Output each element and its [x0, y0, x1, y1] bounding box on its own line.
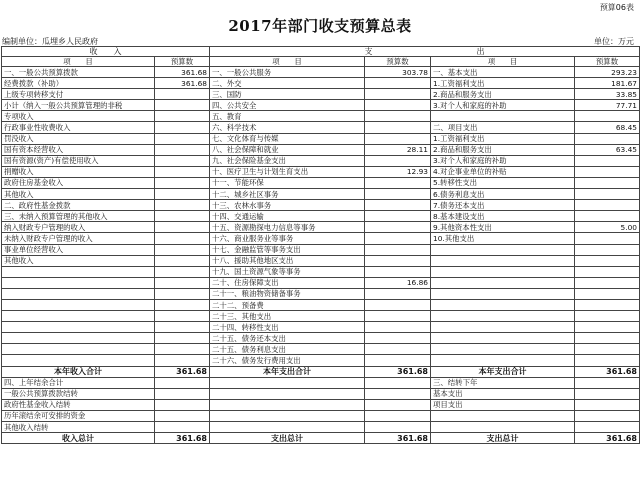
income-item-cell	[2, 288, 155, 299]
expense-economic-budget-cell	[575, 288, 640, 299]
expense-economic-item-cell: 7.债务还本支出	[431, 200, 575, 211]
expense-economic-budget-cell: 63.45	[575, 144, 640, 155]
expense-function-budget-cell	[365, 355, 431, 366]
income-budget-cell	[155, 166, 210, 177]
expense-function-item-cell: 本年支出合计	[210, 366, 365, 377]
expense-function-item-cell: 六、科学技术	[210, 122, 365, 133]
income-item-cell	[2, 277, 155, 288]
income-item-cell	[2, 311, 155, 322]
expense-economic-budget-cell	[575, 211, 640, 222]
table-row	[2, 422, 640, 433]
table-row	[2, 311, 640, 322]
expense-function-budget-cell	[365, 100, 431, 111]
income-item-cell	[2, 322, 155, 333]
expense-economic-budget-cell	[575, 133, 640, 144]
expense-economic-item-cell: 10.其他支出	[431, 233, 575, 244]
expense-economic-item-cell: 3.对个人和家庭的补助	[431, 100, 575, 111]
expense-function-budget-cell	[365, 233, 431, 244]
income-budget-cell	[155, 189, 210, 200]
expense-economic-item-cell	[431, 333, 575, 344]
income-item-cell: 二、政府性基金拨款	[2, 200, 155, 211]
expense-economic-item-cell: 8.基本建设支出	[431, 211, 575, 222]
table-row	[2, 233, 640, 244]
expense-economic-budget-cell: 361.68	[575, 366, 640, 377]
expense-economic-item-cell: 1.工资福利支出	[431, 133, 575, 144]
expense-function-budget-cell	[365, 377, 431, 388]
income-item-cell: 四、上年结余合计	[2, 377, 155, 388]
column-header-item: 项 目	[431, 57, 575, 67]
expense-function-item-cell: 十七、金融监管等事务支出	[210, 244, 365, 255]
expense-function-budget-cell	[365, 311, 431, 322]
expense-economic-budget-cell: 361.68	[575, 433, 640, 444]
income-item-cell: 经费拨款（补助）	[2, 78, 155, 89]
expense-economic-budget-cell	[575, 244, 640, 255]
expense-function-item-cell: 二十五、债务还本支出	[210, 333, 365, 344]
expense-economic-budget-cell	[575, 155, 640, 166]
expense-function-budget-cell	[365, 299, 431, 310]
expense-function-budget-cell	[365, 89, 431, 100]
expense-economic-budget-cell	[575, 410, 640, 421]
expense-header: 支 出	[210, 47, 640, 57]
table-row	[2, 133, 640, 144]
table-row	[2, 122, 640, 133]
expense-economic-item-cell	[431, 311, 575, 322]
income-budget-cell	[155, 89, 210, 100]
income-budget-cell	[155, 244, 210, 255]
income-item-cell: 政府性基金收入结转	[2, 399, 155, 410]
expense-economic-item-cell: 2.商品和服务支出	[431, 144, 575, 155]
income-item-cell: 其他收入	[2, 255, 155, 266]
income-budget-cell	[155, 410, 210, 421]
header-row-columns	[2, 57, 640, 67]
expense-economic-budget-cell: 293.23	[575, 67, 640, 78]
expense-economic-item-cell	[431, 322, 575, 333]
column-header-item: 项 目	[2, 57, 155, 67]
expense-function-item-cell	[210, 399, 365, 410]
income-item-cell: 专项收入	[2, 111, 155, 122]
income-budget-cell	[155, 177, 210, 188]
expense-function-item-cell: 十二、城乡社区事务	[210, 189, 365, 200]
income-item-cell: 小计（纳入一般公共预算管理的非税	[2, 100, 155, 111]
expense-function-item-cell: 四、公共安全	[210, 100, 365, 111]
expense-economic-budget-cell	[575, 311, 640, 322]
expense-function-budget-cell	[365, 111, 431, 122]
expense-economic-item-cell	[431, 244, 575, 255]
column-header-item: 项 目	[210, 57, 365, 67]
income-item-cell: 捐赠收入	[2, 166, 155, 177]
header-row-section	[2, 47, 640, 57]
income-item-cell	[2, 299, 155, 310]
expense-economic-item-cell	[431, 344, 575, 355]
expense-economic-budget-cell	[575, 255, 640, 266]
expense-economic-budget-cell	[575, 388, 640, 399]
expense-function-budget-cell: 16.86	[365, 277, 431, 288]
income-item-cell: 一、一般公共预算拨款	[2, 67, 155, 78]
expense-economic-budget-cell	[575, 177, 640, 188]
table-row	[2, 410, 640, 421]
expense-economic-budget-cell	[575, 200, 640, 211]
expense-economic-item-cell	[431, 277, 575, 288]
income-budget-cell	[155, 111, 210, 122]
expense-function-item-cell: 二十三、其他支出	[210, 311, 365, 322]
income-budget-cell: 361.68	[155, 78, 210, 89]
expense-function-budget-cell	[365, 200, 431, 211]
expense-economic-budget-cell	[575, 111, 640, 122]
expense-economic-item-cell: 2.商品和服务支出	[431, 89, 575, 100]
table-row	[2, 288, 640, 299]
expense-economic-item-cell	[431, 355, 575, 366]
expense-function-item-cell: 十八、援助其他地区支出	[210, 255, 365, 266]
expense-function-budget-cell	[365, 122, 431, 133]
expense-economic-item-cell: 4.对企事业单位的补贴	[431, 166, 575, 177]
table-row	[2, 388, 640, 399]
income-budget-cell	[155, 144, 210, 155]
expense-economic-budget-cell	[575, 266, 640, 277]
expense-function-item-cell: 二十四、转移性支出	[210, 322, 365, 333]
income-item-cell: 本年收入合计	[2, 366, 155, 377]
expense-function-budget-cell: 361.68	[365, 366, 431, 377]
expense-economic-budget-cell: 33.85	[575, 89, 640, 100]
expense-function-budget-cell	[365, 155, 431, 166]
table-row	[2, 211, 640, 222]
expense-economic-budget-cell: 77.71	[575, 100, 640, 111]
expense-economic-item-cell: 9.其他资本性支出	[431, 222, 575, 233]
expense-function-item-cell: 十五、资源勘探电力信息等事务	[210, 222, 365, 233]
table-row	[2, 177, 640, 188]
expense-function-budget-cell	[365, 177, 431, 188]
income-budget-cell	[155, 233, 210, 244]
table-row	[2, 355, 640, 366]
expense-economic-item-cell	[431, 266, 575, 277]
expense-function-budget-cell: 361.68	[365, 433, 431, 444]
expense-function-budget-cell	[365, 399, 431, 410]
expense-function-budget-cell	[365, 189, 431, 200]
table-row	[2, 377, 640, 388]
expense-economic-budget-cell	[575, 322, 640, 333]
table-row	[2, 144, 640, 155]
income-item-cell: 事业单位经营收入	[2, 244, 155, 255]
expense-economic-budget-cell	[575, 299, 640, 310]
expense-economic-item-cell: 支出总计	[431, 433, 575, 444]
income-budget-cell	[155, 211, 210, 222]
expense-function-budget-cell	[365, 211, 431, 222]
income-budget-cell	[155, 355, 210, 366]
income-item-cell: 其他收入结转	[2, 422, 155, 433]
income-item-cell	[2, 355, 155, 366]
expense-economic-budget-cell	[575, 166, 640, 177]
table-row	[2, 155, 640, 166]
income-item-cell: 收入总计	[2, 433, 155, 444]
expense-economic-item-cell: 一、基本支出	[431, 67, 575, 78]
expense-economic-item-cell: 5.转移性支出	[431, 177, 575, 188]
expense-function-item-cell: 十三、农林水事务	[210, 200, 365, 211]
expense-economic-budget-cell: 68.45	[575, 122, 640, 133]
expense-function-budget-cell	[365, 222, 431, 233]
income-budget-cell	[155, 222, 210, 233]
income-budget-cell	[155, 122, 210, 133]
expense-economic-item-cell: 6.债务利息支出	[431, 189, 575, 200]
income-budget-cell	[155, 266, 210, 277]
expense-function-item-cell: 七、文化体育与传媒	[210, 133, 365, 144]
column-header-budget: 预算数	[575, 57, 640, 67]
expense-function-budget-cell	[365, 410, 431, 421]
expense-economic-item-cell: 1.工资福利支出	[431, 78, 575, 89]
expense-function-item-cell: 二十二、预备费	[210, 299, 365, 310]
table-row	[2, 266, 640, 277]
expense-function-budget-cell	[365, 133, 431, 144]
expense-function-item-cell: 二、外交	[210, 78, 365, 89]
expense-function-budget-cell: 12.93	[365, 166, 431, 177]
income-budget-cell	[155, 422, 210, 433]
expense-function-budget-cell	[365, 266, 431, 277]
column-header-budget: 预算数	[155, 57, 210, 67]
table-row	[2, 299, 640, 310]
expense-function-budget-cell	[365, 322, 431, 333]
expense-economic-budget-cell	[575, 377, 640, 388]
table-row	[2, 222, 640, 233]
income-item-cell: 罚没收入	[2, 133, 155, 144]
expense-function-item-cell	[210, 422, 365, 433]
expense-economic-item-cell	[431, 255, 575, 266]
expense-function-budget-cell	[365, 78, 431, 89]
expense-economic-budget-cell: 181.67	[575, 78, 640, 89]
expense-function-budget-cell	[365, 255, 431, 266]
currency-unit: 单位：万元	[594, 37, 634, 46]
expense-function-budget-cell	[365, 288, 431, 299]
income-budget-cell	[155, 255, 210, 266]
expense-function-item-cell: 二十、住房保障支出	[210, 277, 365, 288]
expense-economic-item-cell: 二、项目支出	[431, 122, 575, 133]
income-budget-cell	[155, 311, 210, 322]
expense-function-item-cell: 十一、节能环保	[210, 177, 365, 188]
income-budget-cell: 361.68	[155, 67, 210, 78]
expense-economic-budget-cell	[575, 355, 640, 366]
expense-function-item-cell: 二十六、债务发行费用支出	[210, 355, 365, 366]
expense-economic-item-cell	[431, 111, 575, 122]
expense-function-item-cell: 八、社会保障和就业	[210, 144, 365, 155]
expense-function-item-cell: 十四、交通运输	[210, 211, 365, 222]
income-budget-cell	[155, 100, 210, 111]
table-row	[2, 244, 640, 255]
table-row	[2, 344, 640, 355]
income-item-cell	[2, 344, 155, 355]
expense-function-item-cell	[210, 410, 365, 421]
expense-function-item-cell: 二十五、债务利息支出	[210, 344, 365, 355]
table-row	[2, 200, 640, 211]
table-row	[2, 189, 640, 200]
income-item-cell: 未纳入财政专户管理的收入	[2, 233, 155, 244]
page-title: 2017年部门收支预算总表	[228, 17, 412, 35]
table-row	[2, 399, 640, 410]
income-budget-cell	[155, 377, 210, 388]
expense-function-item-cell: 十九、国土资源气象等事务	[210, 266, 365, 277]
budget-table	[1, 46, 640, 444]
table-row	[2, 67, 640, 78]
expense-function-budget-cell: 28.11	[365, 144, 431, 155]
expense-economic-budget-cell	[575, 344, 640, 355]
income-budget-cell: 361.68	[155, 433, 210, 444]
table-row	[2, 433, 640, 444]
income-budget-cell: 361.68	[155, 366, 210, 377]
expense-economic-item-cell	[431, 422, 575, 433]
income-item-cell	[2, 266, 155, 277]
table-row	[2, 100, 640, 111]
expense-economic-item-cell: 3.对个人和家庭的补助	[431, 155, 575, 166]
income-item-cell: 纳入财政专户管理的收入	[2, 222, 155, 233]
expense-economic-item-cell: 基本支出	[431, 388, 575, 399]
expense-function-item-cell: 三、国防	[210, 89, 365, 100]
income-item-cell: 政府住房基金收入	[2, 177, 155, 188]
expense-economic-budget-cell	[575, 399, 640, 410]
table-row	[2, 78, 640, 89]
expense-function-item-cell: 十六、商业服务业等事务	[210, 233, 365, 244]
table-row	[2, 322, 640, 333]
expense-function-budget-cell	[365, 422, 431, 433]
income-item-cell: 国有资本经营收入	[2, 144, 155, 155]
expense-economic-item-cell: 项目支出	[431, 399, 575, 410]
table-row	[2, 89, 640, 100]
expense-function-budget-cell	[365, 344, 431, 355]
expense-economic-budget-cell	[575, 277, 640, 288]
income-item-cell: 上级专项转移支付	[2, 89, 155, 100]
income-item-cell: 行政事业性收费收入	[2, 122, 155, 133]
expense-economic-item-cell	[431, 288, 575, 299]
expense-economic-budget-cell	[575, 333, 640, 344]
table-row	[2, 333, 640, 344]
income-item-cell: 历年滚结余可安排的资金	[2, 410, 155, 421]
income-budget-cell	[155, 200, 210, 211]
table-row	[2, 255, 640, 266]
income-budget-cell	[155, 288, 210, 299]
expense-function-budget-cell: 303.78	[365, 67, 431, 78]
income-item-cell: 一般公共预算拨款结转	[2, 388, 155, 399]
table-row	[2, 111, 640, 122]
income-item-cell: 三、未纳入预算管理的其他收入	[2, 211, 155, 222]
income-budget-cell	[155, 344, 210, 355]
expense-function-budget-cell	[365, 244, 431, 255]
expense-function-item-cell: 十、医疗卫生与计划生育支出	[210, 166, 365, 177]
income-budget-cell	[155, 133, 210, 144]
expense-economic-budget-cell	[575, 189, 640, 200]
table-row	[2, 166, 640, 177]
expense-function-item-cell: 二十一、粮油物资储备事务	[210, 288, 365, 299]
form-code: 预算06表	[599, 3, 634, 12]
income-budget-cell	[155, 322, 210, 333]
expense-function-item-cell: 九、社会保险基金支出	[210, 155, 365, 166]
income-budget-cell	[155, 277, 210, 288]
expense-economic-item-cell	[431, 410, 575, 421]
income-budget-cell	[155, 333, 210, 344]
income-budget-cell	[155, 388, 210, 399]
income-budget-cell	[155, 299, 210, 310]
expense-function-budget-cell	[365, 333, 431, 344]
expense-function-item-cell	[210, 388, 365, 399]
income-item-cell	[2, 333, 155, 344]
expense-function-item-cell: 一、一般公共服务	[210, 67, 365, 78]
income-header: 收 入	[2, 47, 210, 57]
table-row	[2, 366, 640, 377]
income-item-cell: 国有资源(资产)有偿使用收入	[2, 155, 155, 166]
expense-function-budget-cell	[365, 388, 431, 399]
expense-economic-item-cell: 本年支出合计	[431, 366, 575, 377]
expense-function-item-cell: 支出总计	[210, 433, 365, 444]
table-row	[2, 277, 640, 288]
column-header-budget: 预算数	[365, 57, 431, 67]
compiling-unit: 编制单位：瓜埋乡人民政府	[2, 37, 98, 46]
expense-function-item-cell	[210, 377, 365, 388]
expense-economic-budget-cell	[575, 422, 640, 433]
income-budget-cell	[155, 155, 210, 166]
income-item-cell: 其他收入	[2, 189, 155, 200]
table-body	[2, 67, 640, 444]
expense-function-item-cell: 五、教育	[210, 111, 365, 122]
expense-economic-budget-cell: 5.00	[575, 222, 640, 233]
expense-economic-item-cell	[431, 299, 575, 310]
expense-economic-budget-cell	[575, 233, 640, 244]
expense-economic-item-cell: 三、结转下年	[431, 377, 575, 388]
income-budget-cell	[155, 399, 210, 410]
